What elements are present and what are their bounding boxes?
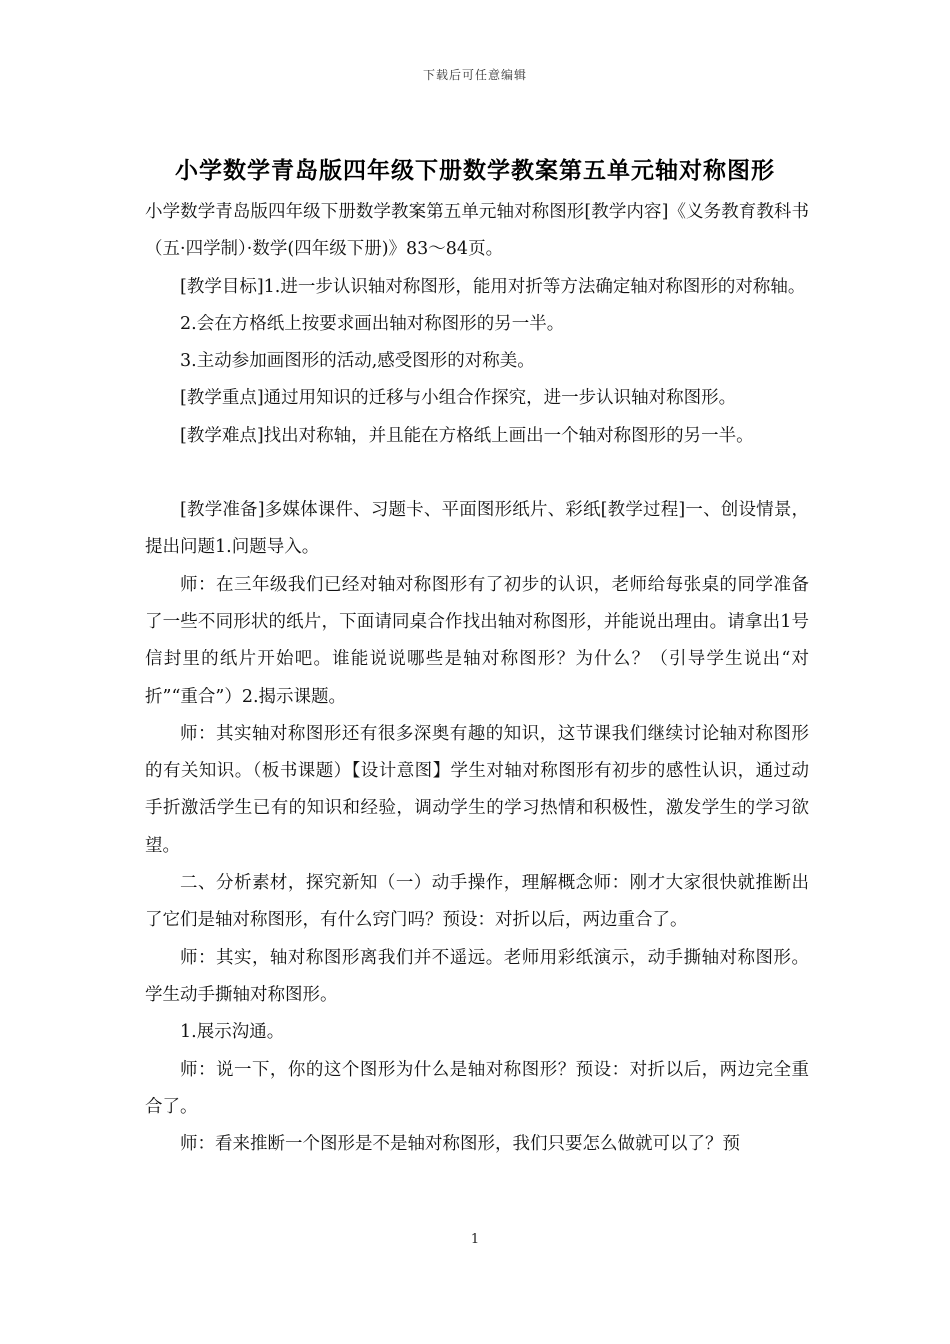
paragraph-teacher-1: 师：在三年级我们已经对轴对称图形有了初步的认识，老师给每张桌的同学准备了一些不同形状的纸片，下面请同桌合作找出轴对称图形，并能说出理由。请拿出1号信封里的纸片开始吧。谁能说说哪些是轴对称图形？为什么？（引导学生说出“对折”“重合”）2.揭示课题。 — [145, 574, 809, 707]
paragraph-objective-2: 2.会在方格纸上按要求画出轴对称图形的另一半。 — [180, 313, 565, 334]
paragraph-teacher-3: 师：其实，轴对称图形离我们并不遥远。老师用彩纸演示，动手撕轴对称图形。学生动手撕轴对称图形。 — [145, 947, 809, 1005]
paragraph-difficulty: [教学难点]找出对称轴，并且能在方格纸上画出一个轴对称图形的另一半。 — [180, 425, 754, 446]
paragraph-section-two: 二、分析素材，探究新知（一）动手操作，理解概念师：刚才大家很快就推断出了它们是轴对称图形，有什么窍门吗？预设：对折以后，两边重合了。 — [145, 873, 809, 931]
paragraph-teacher-4: 师：说一下，你的这个图形为什么是轴对称图形？预设：对折以后，两边完全重合了。 — [145, 1059, 809, 1117]
blank-line — [145, 455, 809, 492]
paragraph-objective-1: [教学目标]1.进一步认识轴对称图形，能用对折等方法确定轴对称图形的对称轴。 — [180, 276, 806, 297]
page-number: 1 — [470, 1232, 480, 1247]
page-header: 下载后可任意编辑 — [422, 68, 527, 82]
paragraph-teacher-5: 师：看来推断一个图形是不是轴对称图形，我们只要怎么做就可以了？预 — [180, 1134, 740, 1155]
paragraph-preparation: [教学准备]多媒体课件、习题卡、平面图形纸片、彩纸[教学过程]一、创设情景，提出问题1.问题导入。 — [145, 500, 809, 558]
paragraph-key-point: [教学重点]通过用知识的迁移与小组合作探究，进一步认识轴对称图形。 — [180, 388, 737, 409]
paragraph-step-1: 1.展示沟通。 — [180, 1022, 285, 1043]
paragraph-intro: 小学数学青岛版四年级下册数学教案第五单元轴对称图形[教学内容]《义务教育教科书（五·四学制）·数学(四年级下册)》83～84页。 — [145, 202, 809, 260]
document-body — [145, 194, 809, 1163]
paragraph-teacher-2: 师：其实轴对称图形还有很多深奥有趣的知识，这节课我们继续讨论轴对称图形的有关知识。（板书课题）【设计意图】学生对轴对称图形有初步的感性认识，通过动手折激活学生已有的知识和经验，调动学生的学习热情和积极性，激发学生的学习欲望。 — [145, 723, 809, 856]
document-title: 小学数学青岛版四年级下册数学教案第五单元轴对称图形 — [175, 157, 775, 184]
paragraph-objective-3: 3.主动参加画图形的活动,感受图形的对称美。 — [180, 351, 535, 372]
